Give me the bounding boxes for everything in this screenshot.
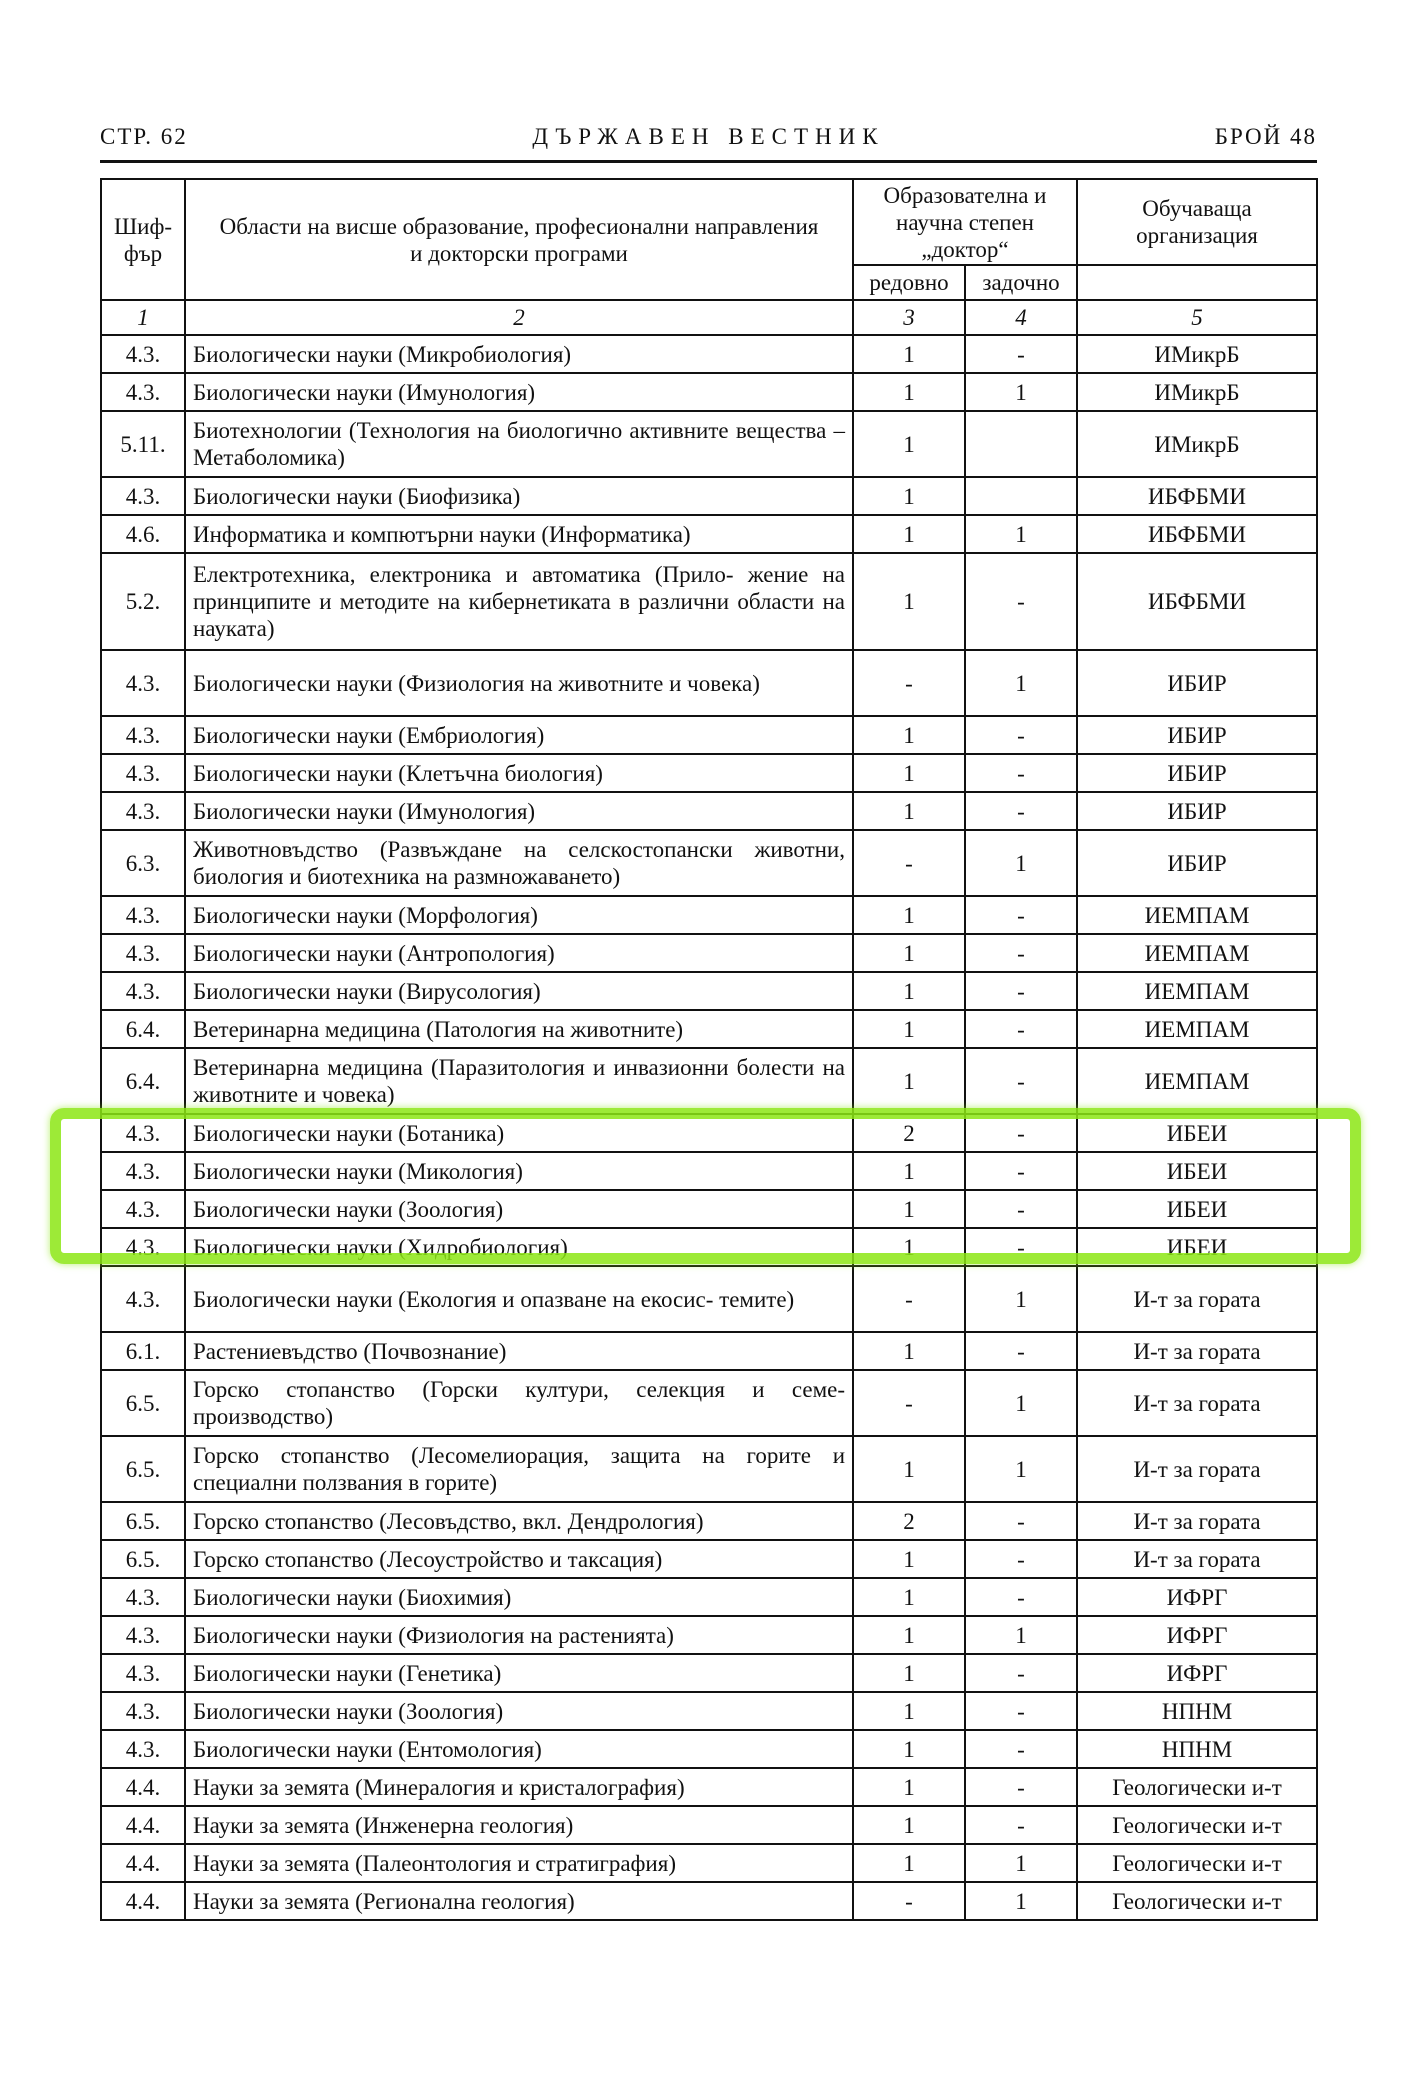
row-code: 4.3. <box>101 972 185 1010</box>
table-row <box>101 1114 1317 1152</box>
row-code: 4.3. <box>101 1654 185 1692</box>
row-correspondence: 1 <box>965 1616 1077 1654</box>
row-area: Горско стопанство (Лесомелиорация, защита на горите и специални ползвания в горите) <box>185 1436 853 1502</box>
row-code: 4.4. <box>101 1844 185 1882</box>
row-correspondence: - <box>965 1540 1077 1578</box>
row-correspondence: - <box>965 553 1077 650</box>
row-correspondence: - <box>965 1768 1077 1806</box>
row-correspondence: 1 <box>965 1844 1077 1882</box>
table-row <box>101 1332 1317 1370</box>
row-code: 6.5. <box>101 1540 185 1578</box>
row-correspondence: - <box>965 716 1077 754</box>
row-organization: ИБЕИ <box>1077 1190 1317 1228</box>
row-code: 4.3. <box>101 335 185 373</box>
row-code: 4.3. <box>101 650 185 716</box>
row-area: Информатика и компютърни науки (Информатика) <box>185 515 853 553</box>
table-body <box>101 335 1317 1920</box>
row-organization: ИБЕИ <box>1077 1228 1317 1266</box>
row-organization: Геологически и-т <box>1077 1844 1317 1882</box>
table-row <box>101 716 1317 754</box>
row-regular: 2 <box>853 1502 965 1540</box>
row-area: Биологически науки (Биохимия) <box>185 1578 853 1616</box>
table-row <box>101 1768 1317 1806</box>
row-correspondence: - <box>965 1502 1077 1540</box>
row-correspondence: - <box>965 896 1077 934</box>
row-correspondence: 1 <box>965 1882 1077 1920</box>
row-organization: Геологически и-т <box>1077 1806 1317 1844</box>
col-regular-header: редовно <box>853 265 965 300</box>
row-correspondence: - <box>965 1806 1077 1844</box>
row-regular: 1 <box>853 716 965 754</box>
table-row <box>101 1152 1317 1190</box>
row-area: Биологически науки (Клетъчна биология) <box>185 754 853 792</box>
row-organization: ИБФБМИ <box>1077 477 1317 515</box>
table-row <box>101 650 1317 716</box>
row-area: Науки за земята (Инженерна геология) <box>185 1806 853 1844</box>
column-number: 1 <box>101 300 185 335</box>
row-code: 4.3. <box>101 716 185 754</box>
row-area: Биологически науки (Вирусология) <box>185 972 853 1010</box>
row-organization: ИМикрБ <box>1077 335 1317 373</box>
row-code: 6.5. <box>101 1370 185 1436</box>
row-organization: НПНМ <box>1077 1692 1317 1730</box>
row-organization: И-т за гората <box>1077 1266 1317 1332</box>
row-area: Биологически науки (Екология и опазване на екосис- темите) <box>185 1266 853 1332</box>
col-degree-header: Образователна и научна степен „доктор“ <box>853 179 1077 265</box>
row-organization: ИЕМПАМ <box>1077 934 1317 972</box>
row-code: 6.1. <box>101 1332 185 1370</box>
row-code: 5.11. <box>101 411 185 477</box>
row-regular: 2 <box>853 1114 965 1152</box>
row-regular: 1 <box>853 1578 965 1616</box>
row-code: 4.3. <box>101 1228 185 1266</box>
publication-title: ДЪРЖАВЕН ВЕСТНИК <box>532 124 885 149</box>
column-number: 3 <box>853 300 965 335</box>
row-area: Биологически науки (Хидробиология) <box>185 1228 853 1266</box>
row-area: Биологически науки (Морфология) <box>185 896 853 934</box>
row-organization: ИБИР <box>1077 716 1317 754</box>
page-header <box>100 124 1317 158</box>
table-row <box>101 1370 1317 1436</box>
row-code: 4.3. <box>101 1578 185 1616</box>
table-row <box>101 1266 1317 1332</box>
row-organization: ИБЕИ <box>1077 1114 1317 1152</box>
row-organization: И-т за гората <box>1077 1370 1317 1436</box>
row-organization: Геологически и-т <box>1077 1768 1317 1806</box>
row-code: 4.3. <box>101 792 185 830</box>
row-code: 4.4. <box>101 1768 185 1806</box>
row-organization: ИМикрБ <box>1077 373 1317 411</box>
row-regular: 1 <box>853 792 965 830</box>
row-regular: 1 <box>853 1190 965 1228</box>
row-code: 4.3. <box>101 1730 185 1768</box>
table-row <box>101 1882 1317 1920</box>
column-number: 2 <box>185 300 853 335</box>
row-area: Биологически науки (Биофизика) <box>185 477 853 515</box>
row-correspondence: - <box>965 972 1077 1010</box>
row-regular: 1 <box>853 373 965 411</box>
column-number: 4 <box>965 300 1077 335</box>
row-area: Биологически науки (Физиология на растенията) <box>185 1616 853 1654</box>
row-area: Животновъдство (Развъждане на селскостопански животни, биология и биотехника на размножаването) <box>185 830 853 896</box>
row-code: 4.3. <box>101 373 185 411</box>
row-area: Горско стопанство (Горски култури, селекция и семе- производство) <box>185 1370 853 1436</box>
row-regular: 1 <box>853 515 965 553</box>
row-correspondence: 1 <box>965 1370 1077 1436</box>
row-area: Науки за земята (Минералогия и кристалография) <box>185 1768 853 1806</box>
row-area: Биологически науки (Имунология) <box>185 373 853 411</box>
row-correspondence <box>965 411 1077 477</box>
row-correspondence: - <box>965 792 1077 830</box>
table-row <box>101 515 1317 553</box>
col-code-header: Шиф- фър <box>101 179 185 300</box>
row-correspondence: - <box>965 1578 1077 1616</box>
col-area-header: Области на висше образование, професионални направления и докторски програми <box>185 179 853 300</box>
row-regular: 1 <box>853 1844 965 1882</box>
row-correspondence: - <box>965 1332 1077 1370</box>
row-code: 4.3. <box>101 754 185 792</box>
row-correspondence: - <box>965 1730 1077 1768</box>
row-regular: - <box>853 1266 965 1332</box>
row-organization: ИЕМПАМ <box>1077 1010 1317 1048</box>
table-row <box>101 1190 1317 1228</box>
row-correspondence: 1 <box>965 650 1077 716</box>
row-regular: 1 <box>853 335 965 373</box>
row-organization: ИБИР <box>1077 650 1317 716</box>
col-org-subheader <box>1077 265 1317 300</box>
row-area: Биологически науки (Физиология на животните и човека) <box>185 650 853 716</box>
row-code: 4.3. <box>101 1266 185 1332</box>
row-correspondence: - <box>965 1010 1077 1048</box>
row-correspondence: - <box>965 1692 1077 1730</box>
row-organization: ИБФБМИ <box>1077 515 1317 553</box>
row-organization: ИБФБМИ <box>1077 553 1317 650</box>
row-regular: 1 <box>853 896 965 934</box>
table-row <box>101 1010 1317 1048</box>
row-regular: 1 <box>853 477 965 515</box>
row-area: Биологически науки (Ботаника) <box>185 1114 853 1152</box>
row-area: Биологически науки (Ентомология) <box>185 1730 853 1768</box>
row-regular: 1 <box>853 1010 965 1048</box>
row-code: 4.3. <box>101 477 185 515</box>
row-area: Биологически науки (Микология) <box>185 1152 853 1190</box>
row-organization: И-т за гората <box>1077 1436 1317 1502</box>
row-organization: ИМикрБ <box>1077 411 1317 477</box>
row-regular: - <box>853 1370 965 1436</box>
column-number-row <box>101 300 1317 335</box>
row-area: Биологически науки (Зоология) <box>185 1190 853 1228</box>
row-correspondence: - <box>965 1654 1077 1692</box>
row-area: Биологически науки (Микробиология) <box>185 335 853 373</box>
row-organization: И-т за гората <box>1077 1502 1317 1540</box>
row-code: 6.3. <box>101 830 185 896</box>
row-correspondence: - <box>965 335 1077 373</box>
row-regular: 1 <box>853 1048 965 1114</box>
row-organization: И-т за гората <box>1077 1332 1317 1370</box>
row-correspondence: - <box>965 1048 1077 1114</box>
row-correspondence <box>965 477 1077 515</box>
row-area: Ветеринарна медицина (Паразитология и инвазионни болести на животните и човека) <box>185 1048 853 1114</box>
row-code: 5.2. <box>101 553 185 650</box>
row-code: 4.3. <box>101 934 185 972</box>
row-organization: ИФРГ <box>1077 1578 1317 1616</box>
table-row <box>101 934 1317 972</box>
row-correspondence: - <box>965 754 1077 792</box>
row-organization: Геологически и-т <box>1077 1882 1317 1920</box>
row-code: 6.4. <box>101 1010 185 1048</box>
row-correspondence: - <box>965 1114 1077 1152</box>
row-regular: 1 <box>853 1730 965 1768</box>
row-code: 4.3. <box>101 896 185 934</box>
row-organization: ИБИР <box>1077 792 1317 830</box>
row-code: 4.3. <box>101 1190 185 1228</box>
row-area: Растениевъдство (Почвознание) <box>185 1332 853 1370</box>
table-row <box>101 1616 1317 1654</box>
row-area: Биологически науки (Имунология) <box>185 792 853 830</box>
table-row <box>101 335 1317 373</box>
row-code: 4.4. <box>101 1882 185 1920</box>
row-regular: 1 <box>853 1806 965 1844</box>
table-row <box>101 553 1317 650</box>
table-row <box>101 830 1317 896</box>
table-row <box>101 754 1317 792</box>
row-regular: 1 <box>853 1540 965 1578</box>
row-area: Биологически науки (Генетика) <box>185 1654 853 1692</box>
row-regular: 1 <box>853 553 965 650</box>
row-regular: 1 <box>853 1332 965 1370</box>
row-code: 6.5. <box>101 1502 185 1540</box>
table-row <box>101 1654 1317 1692</box>
row-regular: 1 <box>853 972 965 1010</box>
row-regular: 1 <box>853 1436 965 1502</box>
row-organization: ИФРГ <box>1077 1654 1317 1692</box>
row-area: Биологически науки (Зоология) <box>185 1692 853 1730</box>
row-organization: ИЕМПАМ <box>1077 1048 1317 1114</box>
row-regular: 1 <box>853 934 965 972</box>
row-organization: ИФРГ <box>1077 1616 1317 1654</box>
table-row <box>101 1436 1317 1502</box>
row-organization: И-т за гората <box>1077 1540 1317 1578</box>
header-rule <box>100 160 1317 163</box>
row-code: 6.5. <box>101 1436 185 1502</box>
col-org-header: Обучаваща организация <box>1077 179 1317 265</box>
table-row <box>101 1730 1317 1768</box>
row-code: 4.3. <box>101 1616 185 1654</box>
table-row <box>101 1228 1317 1266</box>
table-row <box>101 896 1317 934</box>
row-organization: ИБЕИ <box>1077 1152 1317 1190</box>
col-correspondence-header: задочно <box>965 265 1077 300</box>
row-correspondence: 1 <box>965 830 1077 896</box>
row-area: Електротехника, електроника и автоматика (Прило- жение на принципите и методите на кибернетиката в различни области на науката) <box>185 553 853 650</box>
row-area: Ветеринарна медицина (Патология на животните) <box>185 1010 853 1048</box>
table-row <box>101 1048 1317 1114</box>
table-row <box>101 972 1317 1010</box>
table-row <box>101 1502 1317 1540</box>
table-row <box>101 477 1317 515</box>
row-area: Горско стопанство (Лесовъдство, вкл. Дендрология) <box>185 1502 853 1540</box>
row-regular: 1 <box>853 411 965 477</box>
table-row <box>101 373 1317 411</box>
column-number: 5 <box>1077 300 1317 335</box>
row-organization: ИБИР <box>1077 830 1317 896</box>
row-code: 4.3. <box>101 1114 185 1152</box>
row-correspondence: 1 <box>965 373 1077 411</box>
row-regular: 1 <box>853 754 965 792</box>
row-organization: ИБИР <box>1077 754 1317 792</box>
table-row <box>101 792 1317 830</box>
row-correspondence: 1 <box>965 515 1077 553</box>
row-correspondence: - <box>965 1152 1077 1190</box>
table-row <box>101 1578 1317 1616</box>
row-area: Биологически науки (Ембриология) <box>185 716 853 754</box>
row-organization: НПНМ <box>1077 1730 1317 1768</box>
row-regular: 1 <box>853 1654 965 1692</box>
row-correspondence: - <box>965 1228 1077 1266</box>
table-row <box>101 411 1317 477</box>
programs-table <box>100 178 1318 1921</box>
row-code: 4.3. <box>101 1692 185 1730</box>
page-number: СТР. 62 <box>100 124 188 149</box>
row-organization: ИЕМПАМ <box>1077 896 1317 934</box>
row-regular: 1 <box>853 1228 965 1266</box>
row-regular: - <box>853 830 965 896</box>
row-regular: 1 <box>853 1692 965 1730</box>
row-regular: - <box>853 1882 965 1920</box>
row-correspondence: 1 <box>965 1266 1077 1332</box>
row-code: 4.6. <box>101 515 185 553</box>
row-area: Биологически науки (Антропология) <box>185 934 853 972</box>
table-row <box>101 1806 1317 1844</box>
row-correspondence: - <box>965 1190 1077 1228</box>
row-regular: 1 <box>853 1768 965 1806</box>
table-row <box>101 1844 1317 1882</box>
row-code: 4.4. <box>101 1806 185 1844</box>
row-code: 4.3. <box>101 1152 185 1190</box>
row-regular: 1 <box>853 1616 965 1654</box>
row-area: Биотехнологии (Технология на биологично активните вещества – Метаболомика) <box>185 411 853 477</box>
row-code: 6.4. <box>101 1048 185 1114</box>
row-area: Горско стопанство (Лесоустройство и таксация) <box>185 1540 853 1578</box>
table-row <box>101 1692 1317 1730</box>
row-regular: 1 <box>853 1152 965 1190</box>
row-area: Науки за земята (Палеонтология и стратиграфия) <box>185 1844 853 1882</box>
row-correspondence: 1 <box>965 1436 1077 1502</box>
issue-number: БРОЙ 48 <box>1214 124 1317 149</box>
row-area: Науки за земята (Регионална геология) <box>185 1882 853 1920</box>
row-regular: - <box>853 650 965 716</box>
table-row <box>101 1540 1317 1578</box>
row-organization: ИЕМПАМ <box>1077 972 1317 1010</box>
row-correspondence: - <box>965 934 1077 972</box>
